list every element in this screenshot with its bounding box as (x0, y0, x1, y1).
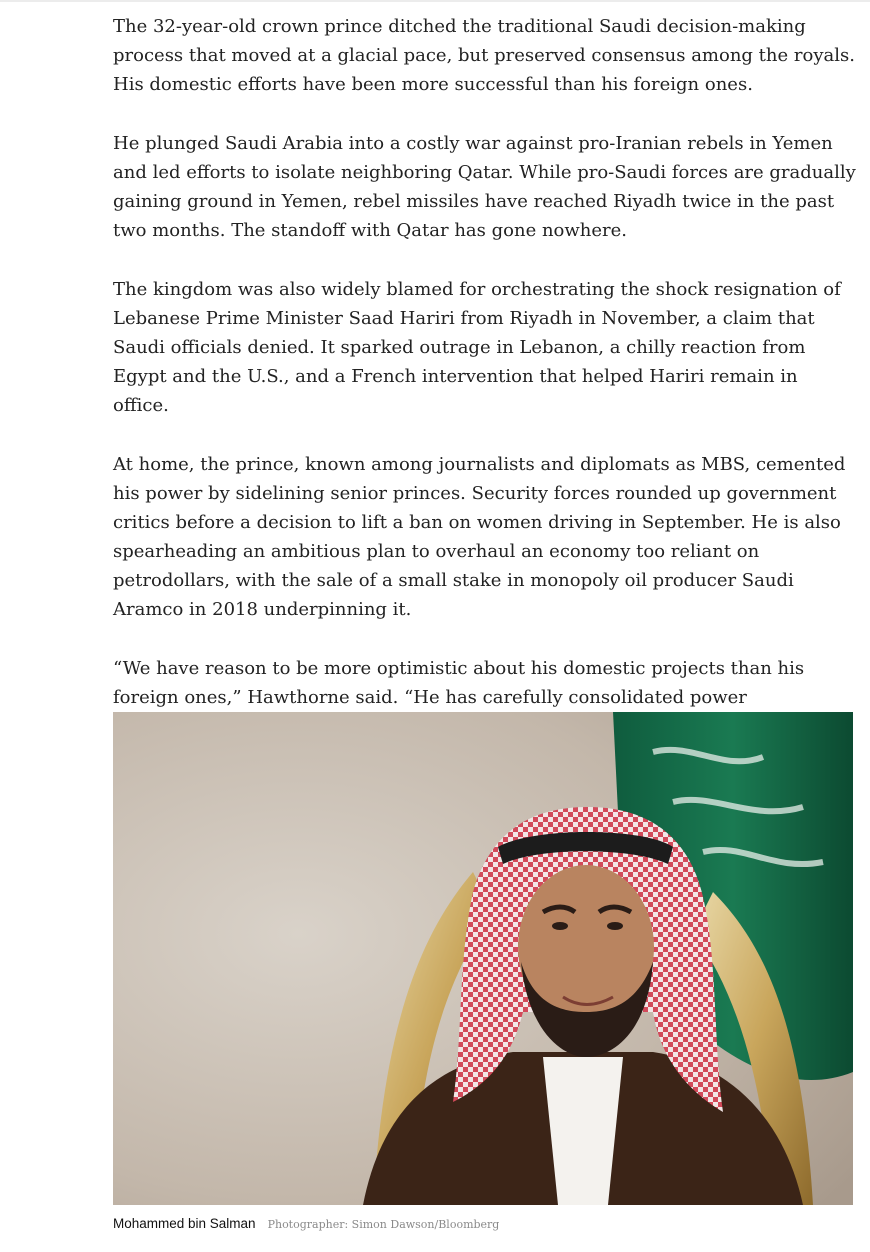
top-divider (0, 0, 870, 2)
article-paragraph-1: The 32-year-old crown prince ditched the traditional Saudi decision-making process that moved at a glacial pace, but preserved consensus among the royals. His domestic efforts have been more successful than his foreign ones. (113, 16, 855, 95)
article-body (113, 12, 858, 771)
article-paragraph-5: “We have reason to be more optimistic about his domestic projects than his foreign ones,” Hawthorne said. “He has carefully consolidated power (113, 658, 805, 708)
caption-title: Mohammed bin Salman (113, 1216, 256, 1231)
article-photo (113, 712, 853, 1205)
photo-caption (113, 1215, 858, 1233)
article-paragraph-3: The kingdom was also widely blamed for orchestrating the shock resignation of Lebanese Prime Minister Saad Hariri from Riyadh in November, a claim that Saudi officials denied. It sparked outrage in Lebanon, a chilly reaction from Egypt and the U.S., and a French intervention that helped Hariri remain in office. (113, 279, 841, 416)
article-paragraph-2: He plunged Saudi Arabia into a costly war against pro-Iranian rebels in Yemen and led efforts to isolate neighboring Qatar. While pro-Saudi forces are gradually gaining ground in Yemen, rebel missiles have reached Riyadh twice in the past two months. The standoff with Qatar has gone nowhere. (113, 133, 856, 241)
photo-credit: Photographer: Simon Dawson/Bloomberg (267, 1218, 500, 1231)
portrait-illustration (113, 712, 853, 1205)
article-paragraph-4: At home, the prince, known among journalists and diplomats as MBS, cemented his power by sidelining senior princes. Security forces rounded up government critics before a decision to lift a ban on women driving in September. He is also spearheading an ambitious plan to overhaul an economy too reliant on petrodollars, with the sale of a small stake in monopoly oil producer Saudi Aramco in 2018 underpinning it. (113, 454, 846, 620)
